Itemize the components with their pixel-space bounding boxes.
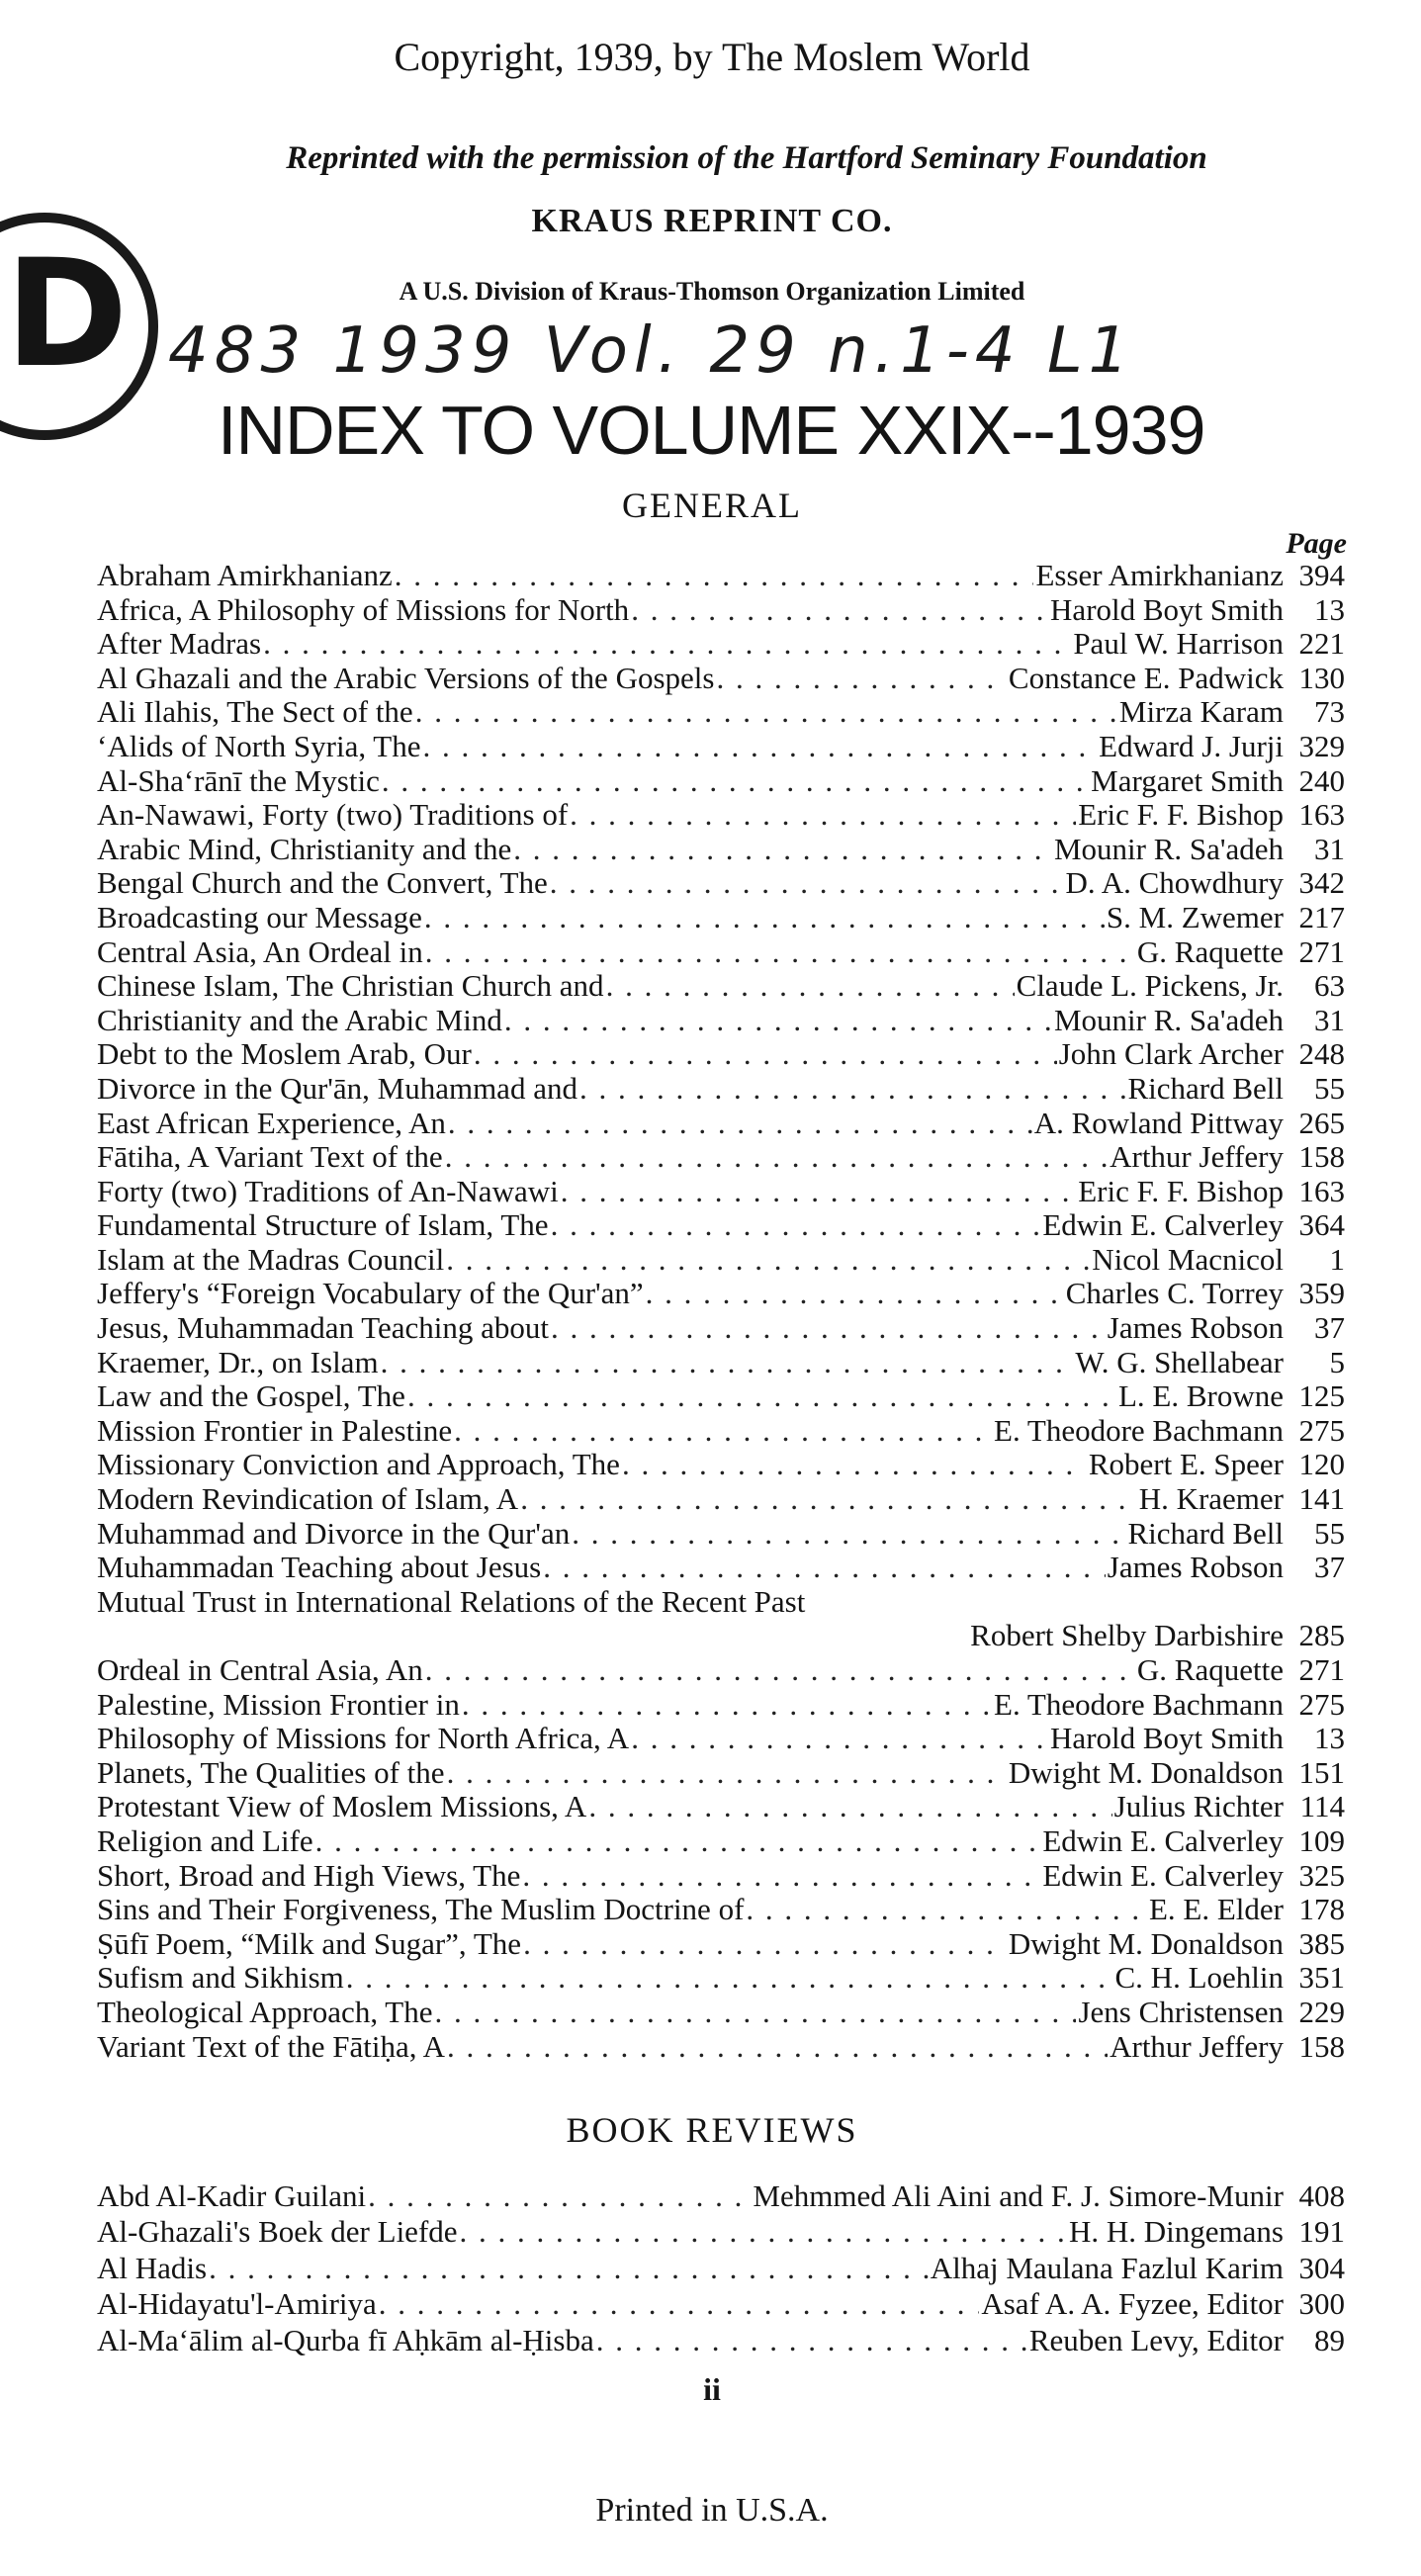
- library-stamp: [0, 213, 158, 440]
- entry-page: 248: [1298, 1036, 1345, 1072]
- entry-title: Al-Sha‘rānī the Mystic: [97, 762, 380, 798]
- index-entry: [97, 1346, 1345, 1380]
- index-entry: [97, 1996, 1345, 2030]
- entry-page: 158: [1298, 1139, 1345, 1175]
- entry-author: Harold Boyt Smith: [1050, 591, 1284, 627]
- entry-page: 275: [1298, 1686, 1345, 1722]
- entry-page: 163: [1298, 797, 1345, 833]
- index-entry: [97, 662, 1345, 696]
- entry-title: Kraemer, Dr., on Islam: [97, 1344, 379, 1379]
- entry-title: Sufism and Sikhism: [97, 1960, 344, 1996]
- entry-page: 408: [1298, 2178, 1345, 2213]
- entry-author: Charles C. Torrey: [1065, 1276, 1284, 1311]
- dot-leader: [606, 969, 1015, 1004]
- index-entry: [97, 1688, 1345, 1723]
- entry-page: 178: [1298, 1892, 1345, 1927]
- index-title: INDEX TO VOLUME XXIX--1939: [218, 392, 1205, 469]
- entry-title: Fundamental Structure of Islam, The: [97, 1207, 549, 1243]
- entry-title: Mutual Trust in International Relations of the Recent Past: [97, 1583, 806, 1619]
- entry-page: 364: [1298, 1207, 1345, 1243]
- dot-leader: [315, 1824, 1041, 1859]
- entry-page: 31: [1314, 1002, 1345, 1037]
- entry-title: Ordeal in Central Asia, An: [97, 1652, 423, 1687]
- entry-page: 221: [1298, 626, 1345, 662]
- dot-leader: [561, 1175, 1077, 1209]
- entry-title: Al-Hidayatu'l-Amiriya: [97, 2286, 377, 2322]
- entry-page: 130: [1298, 660, 1345, 695]
- index-entry: [97, 935, 1345, 970]
- dot-leader: [522, 1859, 1040, 1894]
- entry-title: Chinese Islam, The Christian Church and: [97, 968, 604, 1004]
- entry-author: Claude L. Pickens, Jr.: [1016, 968, 1284, 1004]
- entry-title: Muhammadan Teaching about Jesus: [97, 1550, 542, 1585]
- entry-title: Al Hadis: [97, 2250, 208, 2285]
- index-entry: [97, 1927, 1345, 1962]
- entry-author: E. Theodore Bachmann: [994, 1412, 1284, 1448]
- dot-leader: [415, 695, 1117, 730]
- entry-title: Protestant View of Moslem Missions, A: [97, 1789, 587, 1824]
- dot-leader: [543, 1551, 1106, 1585]
- index-entry: [97, 764, 1345, 799]
- entry-page: 229: [1298, 1994, 1345, 2029]
- dot-leader: [422, 730, 1097, 764]
- entry-author: H. Kraemer: [1138, 1481, 1284, 1517]
- entry-title: Variant Text of the Fātiḥa, A: [97, 2028, 445, 2064]
- entry-author: Mirza Karam: [1118, 694, 1284, 730]
- entry-author: Dwight M. Donaldson: [1008, 1925, 1284, 1961]
- entry-page: 55: [1314, 1515, 1345, 1551]
- index-entry: [97, 1175, 1345, 1209]
- dot-leader: [631, 593, 1048, 628]
- dot-leader: [716, 662, 1006, 696]
- entry-page: 1: [1329, 1241, 1345, 1277]
- entry-page: 120: [1298, 1447, 1345, 1482]
- entry-author: G. Raquette: [1136, 933, 1284, 969]
- entry-page: 351: [1298, 1960, 1345, 1996]
- index-entry: [97, 1004, 1345, 1038]
- index-entry: [97, 1482, 1345, 1517]
- entry-author: Esser Amirkhanianz: [1035, 558, 1284, 592]
- dot-leader: [588, 1790, 1111, 1824]
- dot-leader: [447, 2030, 1108, 2065]
- page-folio: ii: [703, 2371, 721, 2407]
- index-entry: [97, 1311, 1345, 1346]
- entry-page: 63: [1314, 968, 1345, 1004]
- entry-title: Ṣūfī Poem, “Milk and Sugar”, The: [97, 1925, 522, 1961]
- entry-page: 342: [1298, 865, 1345, 901]
- entry-page: 271: [1298, 1652, 1345, 1687]
- dot-leader: [407, 1379, 1116, 1414]
- entry-author: Reuben Levy, Editor: [1028, 2322, 1284, 2357]
- entry-author: D. A. Chowdhury: [1065, 865, 1284, 901]
- reprint-permission: Reprinted with the permission of the Hartford Seminary Foundation: [286, 140, 1207, 176]
- entry-author: James Robson: [1107, 1310, 1284, 1346]
- dot-leader: [379, 2286, 980, 2322]
- dot-leader: [434, 1996, 1076, 2030]
- entry-author: H. H. Dingemans: [1069, 2214, 1284, 2250]
- index-entry: [97, 2251, 1345, 2286]
- entry-title: Law and the Gospel, The: [97, 1378, 405, 1414]
- entry-page: 271: [1298, 933, 1345, 969]
- entry-title: Christianity and the Arabic Mind: [97, 1002, 502, 1037]
- entry-title: Mission Frontier in Palestine: [97, 1412, 453, 1448]
- entry-author: John Clark Archer: [1058, 1036, 1284, 1072]
- entry-page: 359: [1298, 1276, 1345, 1311]
- index-entry: [97, 2323, 1345, 2358]
- entry-title: An-Nawawi, Forty (two) Traditions of: [97, 797, 569, 833]
- dot-leader: [579, 1072, 1126, 1107]
- entry-author: Dwight M. Donaldson: [1008, 1754, 1284, 1790]
- entry-page: 37: [1314, 1310, 1345, 1346]
- index-entry: [97, 2286, 1345, 2322]
- entry-title: Forty (two) Traditions of An-Nawawi: [97, 1173, 559, 1208]
- entry-page: 73: [1314, 694, 1345, 730]
- entry-author: L. E. Browne: [1117, 1378, 1284, 1414]
- entry-author: Margaret Smith: [1091, 762, 1284, 798]
- entry-title: Bengal Church and the Convert, The: [97, 865, 548, 901]
- entry-author: Mehmmed Ali Aini and F. J. Simore-Munir: [753, 2178, 1284, 2213]
- entry-author: S. M. Zwemer: [1106, 899, 1284, 934]
- entry-page: 141: [1298, 1481, 1345, 1517]
- entry-page: 325: [1298, 1857, 1345, 1893]
- dot-leader: [381, 1346, 1074, 1380]
- dot-leader: [462, 1688, 992, 1723]
- entry-author: Arthur Jeffery: [1110, 1139, 1284, 1175]
- entry-page: 265: [1298, 1105, 1345, 1140]
- entry-title: Debt to the Moslem Arab, Our: [97, 1036, 472, 1072]
- entry-author: Paul W. Harrison: [1073, 626, 1284, 662]
- index-entry: [97, 1790, 1345, 1824]
- entry-author: Mounir R. Sa'adeh: [1053, 831, 1284, 866]
- publisher-division: A U.S. Division of Kraus-Thomson Organization Limited: [399, 277, 1025, 306]
- entry-author: Eric F. F. Bishop: [1078, 797, 1284, 833]
- dot-leader: [551, 1208, 1041, 1243]
- entry-title: After Madras: [97, 626, 262, 662]
- dot-leader: [460, 2214, 1067, 2250]
- dot-leader: [263, 627, 1071, 662]
- dot-leader: [523, 1927, 1007, 1962]
- index-entry: [97, 1379, 1345, 1414]
- index-entry: [97, 1037, 1345, 1072]
- entry-title: Al-Ghazali's Boek der Liefde: [97, 2214, 458, 2250]
- index-entry: [97, 1243, 1345, 1278]
- book-reviews-list: [97, 2178, 1345, 2358]
- dot-leader: [572, 1517, 1125, 1552]
- entry-title: Modern Revindication of Islam, A: [97, 1481, 519, 1517]
- index-entry: [97, 1107, 1345, 1141]
- index-entry: [97, 695, 1345, 730]
- index-entry: [97, 627, 1345, 662]
- entry-page: 125: [1298, 1378, 1345, 1414]
- dot-leader: [448, 1107, 1032, 1141]
- dot-leader: [596, 2323, 1027, 2358]
- entry-title: Palestine, Mission Frontier in: [97, 1686, 460, 1722]
- index-entry: [97, 2214, 1345, 2250]
- dot-leader: [209, 2251, 929, 2286]
- entry-title: Religion and Life: [97, 1822, 313, 1858]
- entry-page: 385: [1298, 1925, 1345, 1961]
- index-entry: [97, 1653, 1345, 1688]
- dot-leader: [551, 1311, 1106, 1346]
- dot-leader: [513, 833, 1052, 867]
- index-entry: [97, 730, 1345, 764]
- entry-author: W. G. Shellabear: [1075, 1344, 1284, 1379]
- entry-author: Robert Shelby Darbishire: [970, 1618, 1284, 1653]
- page-column-label: Page: [1286, 527, 1347, 560]
- entry-title: Jeffery's “Foreign Vocabulary of the Qur'an”: [97, 1276, 644, 1311]
- dot-leader: [382, 764, 1089, 799]
- general-section-heading: GENERAL: [622, 486, 802, 525]
- entry-author: G. Raquette: [1136, 1652, 1284, 1687]
- index-entry: [97, 1824, 1345, 1859]
- index-entry: [97, 833, 1345, 867]
- dot-leader: [445, 1140, 1108, 1175]
- printed-in-note: Printed in U.S.A.: [595, 2492, 829, 2529]
- entry-title: Arabic Mind, Christianity and the: [97, 831, 512, 866]
- entry-author: Constance E. Padwick: [1008, 660, 1284, 695]
- entry-title: Central Asia, An Ordeal in: [97, 933, 423, 969]
- entry-page: 329: [1298, 728, 1345, 763]
- index-entry: [97, 1208, 1345, 1243]
- entry-author: Eric F. F. Bishop: [1078, 1173, 1284, 1208]
- dot-leader: [446, 1243, 1090, 1278]
- handwritten-call-number: 483 1939 Vol. 29 n.1-4 L1: [168, 314, 1135, 388]
- index-entry: [97, 1072, 1345, 1107]
- entry-title: Planets, The Qualities of the: [97, 1754, 445, 1790]
- index-entry: [97, 1517, 1345, 1552]
- index-entry: [97, 1277, 1345, 1311]
- entry-author: Edwin E. Calverley: [1042, 1857, 1284, 1893]
- dot-leader: [746, 1893, 1147, 1927]
- entry-page: 285: [1298, 1618, 1345, 1653]
- entry-author: Jens Christensen: [1078, 1994, 1284, 2029]
- entry-author: Richard Bell: [1127, 1515, 1284, 1551]
- entry-title: Al Ghazali and the Arabic Versions of the Gospels: [97, 660, 715, 695]
- entry-title: ‘Alids of North Syria, The: [97, 728, 421, 763]
- index-entry: [97, 969, 1345, 1004]
- dot-leader: [631, 1722, 1048, 1756]
- entry-page: 31: [1314, 831, 1345, 866]
- dot-leader: [425, 935, 1135, 970]
- entry-page: 191: [1298, 2214, 1345, 2250]
- index-entry: [97, 1893, 1345, 1927]
- entry-author: Mounir R. Sa'adeh: [1053, 1002, 1284, 1037]
- dot-leader: [395, 559, 1034, 593]
- entry-title: Africa, A Philosophy of Missions for North: [97, 591, 630, 627]
- entry-page: 394: [1298, 558, 1345, 592]
- index-entry: [97, 1961, 1345, 1996]
- entry-author: Richard Bell: [1127, 1070, 1284, 1106]
- entry-author: Harold Boyt Smith: [1050, 1721, 1284, 1756]
- entry-page: 89: [1314, 2322, 1345, 2357]
- entry-author: Edward J. Jurji: [1099, 728, 1284, 763]
- general-index-list: [97, 559, 1345, 2064]
- entry-page: 13: [1314, 591, 1345, 627]
- index-entry: [97, 1722, 1345, 1756]
- entry-title: Fātiha, A Variant Text of the: [97, 1139, 443, 1175]
- entry-title: Short, Broad and High Views, The: [97, 1857, 521, 1893]
- dot-leader: [622, 1448, 1087, 1482]
- dot-leader: [520, 1482, 1137, 1517]
- entry-page: 304: [1298, 2250, 1345, 2285]
- entry-title: Abd Al-Kadir Guilani: [97, 2178, 367, 2213]
- entry-author: Julius Richter: [1113, 1789, 1284, 1824]
- index-entry: [97, 1140, 1345, 1175]
- entry-title: East African Experience, An: [97, 1105, 446, 1140]
- entry-author: A. Rowland Pittway: [1033, 1105, 1284, 1140]
- dot-leader: [454, 1414, 992, 1449]
- dot-leader: [346, 1961, 1113, 1996]
- index-entry: [97, 1414, 1345, 1449]
- index-entry: [97, 1619, 1345, 1653]
- entry-title: Ali Ilahis, The Sect of the: [97, 694, 413, 730]
- entry-title: Islam at the Madras Council: [97, 1241, 445, 1277]
- entry-page: 55: [1314, 1070, 1345, 1106]
- dot-leader: [368, 2178, 751, 2214]
- entry-author: Alhaj Maulana Fazlul Karim: [930, 2250, 1284, 2285]
- dot-leader: [425, 1653, 1135, 1688]
- entry-page: 300: [1298, 2286, 1345, 2322]
- dot-leader: [424, 901, 1105, 935]
- entry-page: 217: [1298, 899, 1345, 934]
- dot-leader: [550, 866, 1064, 901]
- index-entry: [97, 1585, 1345, 1620]
- entry-page: 158: [1298, 2028, 1345, 2064]
- dot-leader: [504, 1004, 1052, 1038]
- entry-page: 114: [1299, 1789, 1345, 1824]
- entry-page: 5: [1329, 1344, 1345, 1379]
- index-entry: [97, 2178, 1345, 2214]
- entry-title: Jesus, Muhammadan Teaching about: [97, 1310, 549, 1346]
- entry-title: Abraham Amirkhanianz: [97, 558, 393, 592]
- entry-author: James Robson: [1107, 1550, 1284, 1585]
- entry-title: Muhammad and Divorce in the Qur'an: [97, 1515, 571, 1551]
- entry-author: Asaf A. A. Fyzee, Editor: [981, 2286, 1284, 2322]
- entry-page: 109: [1298, 1822, 1345, 1858]
- index-entry: [97, 901, 1345, 935]
- entry-author: Nicol Macnicol: [1092, 1241, 1284, 1277]
- entry-author: Edwin E. Calverley: [1042, 1822, 1284, 1858]
- entry-title: Theological Approach, The: [97, 1994, 433, 2029]
- entry-title: Al-Ma‘ālim al-Qurba fī Aḥkām al-Ḥisba: [97, 2322, 594, 2357]
- entry-author: Arthur Jeffery: [1110, 2028, 1284, 2064]
- index-entry: [97, 1448, 1345, 1482]
- entry-title: Sins and Their Forgiveness, The Muslim Doctrine of: [97, 1892, 745, 1927]
- index-entry: [97, 1859, 1345, 1894]
- entry-page: 163: [1298, 1173, 1345, 1208]
- entry-page: 13: [1314, 1721, 1345, 1756]
- dot-leader: [447, 1756, 1007, 1791]
- dot-leader: [646, 1277, 1064, 1311]
- index-entry: [97, 593, 1345, 628]
- dot-leader: [570, 798, 1076, 833]
- entry-title: Divorce in the Qur'ān, Muhammad and: [97, 1070, 577, 1106]
- entry-page: 37: [1314, 1550, 1345, 1585]
- index-entry: [97, 559, 1345, 593]
- entry-page: 240: [1298, 762, 1345, 798]
- entry-author: E. Theodore Bachmann: [994, 1686, 1284, 1722]
- entry-title: Missionary Conviction and Approach, The: [97, 1447, 620, 1482]
- index-entry: [97, 1756, 1345, 1791]
- stamp-letter: D: [5, 228, 129, 400]
- entry-title: Philosophy of Missions for North Africa, A: [97, 1721, 630, 1756]
- publisher-name: KRAUS REPRINT CO.: [531, 203, 893, 239]
- entry-title: Broadcasting our Message: [97, 899, 422, 934]
- index-entry: [97, 798, 1345, 833]
- entry-author: Robert E. Speer: [1088, 1447, 1284, 1482]
- book-reviews-heading: BOOK REVIEWS: [566, 2110, 858, 2150]
- entry-author: C. H. Loehlin: [1114, 1960, 1284, 1996]
- entry-author: E. E. Elder: [1148, 1892, 1284, 1927]
- entry-page: 275: [1298, 1412, 1345, 1448]
- entry-author: Edwin E. Calverley: [1042, 1207, 1284, 1243]
- entry-page: 151: [1298, 1754, 1345, 1790]
- dot-leader: [474, 1037, 1057, 1072]
- copyright-line: Copyright, 1939, by The Moslem World: [394, 35, 1030, 79]
- index-entry: [97, 1551, 1345, 1585]
- index-entry: [97, 866, 1345, 901]
- index-entry: [97, 2030, 1345, 2065]
